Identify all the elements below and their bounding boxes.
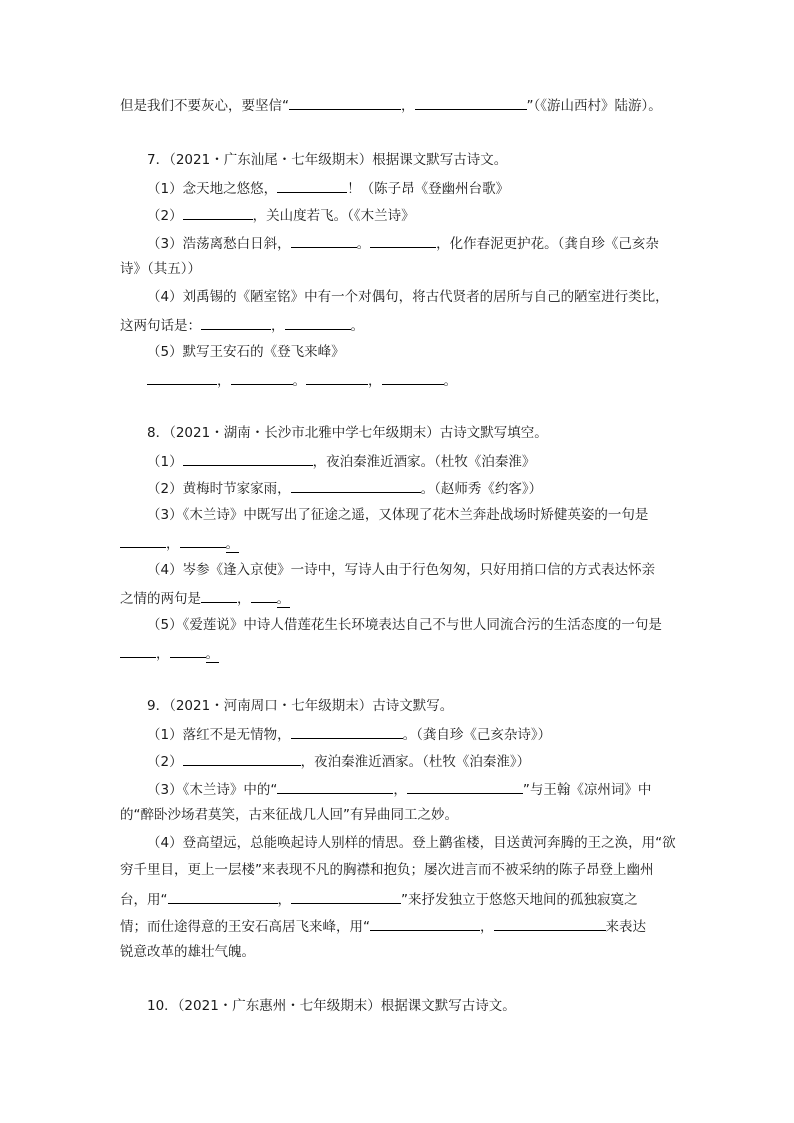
q7-5-text-b: ， [217, 373, 231, 389]
q7-5-text-d: ， [368, 373, 382, 389]
q7-3-text-a: （3）浩荡离愁白日斜， [147, 236, 291, 252]
q9-item-3-cont [120, 806, 458, 824]
answer-blank[interactable] [289, 95, 401, 110]
q7-heading-text: 7．（2021・广东汕尾・七年级期末）根据课文默写古诗文。 [147, 152, 508, 168]
answer-blank[interactable] [494, 916, 606, 931]
answer-blank[interactable] [251, 588, 277, 603]
q9-item-4 [147, 834, 676, 852]
q9-1-text-a: （1）落红不是无情物， [147, 727, 291, 743]
answer-blank[interactable] [183, 451, 313, 466]
q7-item-5 [147, 343, 345, 361]
answer-blank[interactable] [170, 643, 206, 658]
q8-heading [147, 424, 548, 442]
q8-item-4 [147, 561, 655, 579]
q7-heading [147, 151, 507, 169]
q9-4-text-h: 来表达 [605, 919, 646, 935]
q7-4-text-c: ， [271, 318, 285, 334]
q8-2-text-b: 。（赵师秀《约客》） [420, 481, 543, 497]
q9-3-text-d: 的“醉卧沙场君莫笑，古来征战几人回”有异曲同工之妙。 [120, 807, 458, 823]
q9-2-text-a: （2） [147, 754, 183, 770]
q9-item-1 [147, 724, 551, 744]
q7-3-text-d: 诗》（其五）） [120, 261, 201, 277]
answer-blank[interactable] [201, 315, 271, 330]
q7-4-text-d: 。 [350, 318, 364, 334]
q9-4-text-d: ， [277, 892, 291, 908]
answer-blank[interactable] [168, 889, 278, 904]
q8-1-text-b: ，夜泊秦淮近酒家。（杜牧《泊秦淮》 [312, 454, 536, 470]
answer-blank[interactable] [120, 533, 166, 548]
q8-4-text-c: ， [237, 591, 251, 607]
answer-blank[interactable] [291, 889, 401, 904]
q9-item-3 [147, 779, 651, 799]
q7-5-text-c: 。 [292, 373, 306, 389]
q9-item-2 [147, 751, 530, 771]
q7-3-text-b: 。 [356, 236, 371, 252]
q9-4-text-f: 情；而仕途得意的王安石高居飞来峰，用“ [120, 919, 370, 935]
q7-4-text-b: 这两句话是： [120, 318, 201, 334]
answer-blank[interactable] [370, 916, 480, 931]
q9-4-text-b: 穷千里目，更上一层楼”来表现不凡的胸襟和抱负；屡次进言而不被采纳的陈子昂登上幽州 [120, 862, 654, 878]
answer-blank[interactable] [201, 588, 237, 603]
answer-blank[interactable] [277, 779, 393, 794]
answer-blank[interactable] [291, 233, 357, 248]
answer-blank[interactable] [291, 478, 421, 493]
q8-3-text-b: ， [166, 536, 180, 552]
q7-1-text-b: ！（陈子昂《登幽州台歌》 [347, 181, 510, 197]
answer-blank[interactable] [231, 370, 293, 385]
intro-line [120, 95, 662, 115]
q7-3-text-c: ，化作春泥更护花。（龚自珍《己亥杂 [436, 236, 659, 252]
q7-item-4-cont [120, 315, 364, 335]
q8-item-2 [147, 478, 542, 498]
q8-heading-text: 8．（2021・湖南・长沙市北雅中学七年级期末）古诗文默写填空。 [147, 425, 548, 441]
intro-text-2: ， [401, 98, 415, 114]
q9-1-text-b: 。（龚自珍《己亥杂诗》） [402, 727, 552, 743]
answer-blank[interactable] [183, 751, 301, 766]
answer-blank[interactable] [291, 724, 403, 739]
q7-item-3 [147, 233, 659, 253]
q9-item-4-cont-1 [120, 861, 654, 879]
q7-5-text-a: （5）默写王安石的《登飞来峰》 [147, 344, 345, 360]
q9-4-text-c: 台，用“ [120, 892, 168, 908]
q8-2-text-a: （2）黄梅时节家家雨， [147, 481, 291, 497]
q8-3-text-c: 。 [225, 536, 239, 552]
q8-item-5-cont [120, 643, 219, 663]
q7-item-5-answers [147, 370, 457, 390]
q8-item-4-cont [120, 588, 290, 608]
q8-item-3 [147, 506, 648, 524]
q7-5-text-e: 。 [443, 373, 457, 389]
q8-3-text-a: （3）《木兰诗》中既写出了征途之遥，又体现了花木兰奔赴战场时矫健英姿的一句是 [147, 507, 649, 523]
q9-item-4-cont-4 [120, 943, 255, 961]
answer-blank[interactable] [180, 533, 226, 548]
q9-2-text-b: ，夜泊秦淮近酒家。（杜牧《泊秦淮》） [300, 754, 531, 770]
answer-blank[interactable] [415, 95, 527, 110]
q7-2-text-a: （2） [147, 208, 183, 224]
q7-item-1 [147, 178, 509, 198]
q9-4-text-i: 锐意改革的雄壮气魄。 [120, 944, 255, 960]
answer-blank[interactable] [183, 205, 253, 220]
q7-4-text-a: （4）刘禹锡的《陋室铭》中有一个对偶句，将古代贤者的居所与自己的陋室进行类比， [147, 289, 669, 305]
q7-item-3-cont [120, 260, 201, 278]
answer-blank[interactable] [147, 370, 217, 385]
q7-1-text-a: （1）念天地之悠悠， [147, 181, 278, 197]
q9-4-text-e: ”来抒发独立于悠悠天地间的孤独寂寞之 [401, 892, 638, 908]
q8-5-text-b: ， [156, 646, 170, 662]
q9-3-text-a: （3）《木兰诗》中的“ [147, 782, 278, 798]
q8-4-text-d: 。 [276, 591, 290, 607]
q10-heading [147, 997, 516, 1015]
intro-text-1: 但是我们不要灰心，要坚信“ [120, 98, 289, 114]
q8-1-text-a: （1） [147, 454, 183, 470]
q9-3-text-c: ”与王翰《凉州词》中 [522, 782, 652, 798]
q8-item-3-cont [120, 533, 239, 553]
q9-heading-text: 9．（2021・河南周口・七年级期末）古诗文默写。 [147, 698, 454, 714]
q9-4-text-a: （4）登高望远，总能唤起诗人别样的情思。登上鹳雀楼，目送黄河奔腾的王之涣，用“欲 [147, 835, 676, 851]
q8-4-text-a: （4）岑参《逢入京使》一诗中，写诗人由于行色匆匆，只好用捎口信的方式表达怀亲 [147, 562, 656, 578]
q8-5-text-c: 。 [205, 646, 219, 662]
q10-heading-text: 10．（2021・广东惠州・七年级期末）根据课文默写古诗文。 [147, 998, 516, 1014]
answer-blank[interactable] [120, 643, 156, 658]
answer-blank[interactable] [382, 370, 444, 385]
answer-blank[interactable] [277, 178, 347, 193]
q8-4-text-b: 之情的两句是 [120, 591, 201, 607]
answer-blank[interactable] [285, 315, 351, 330]
answer-blank[interactable] [370, 233, 436, 248]
q7-item-2 [147, 205, 415, 225]
answer-blank[interactable] [407, 779, 523, 794]
q9-3-text-b: ， [393, 782, 407, 798]
q8-item-1 [147, 451, 535, 471]
q8-item-5 [147, 616, 662, 634]
q9-heading [147, 697, 453, 715]
q9-item-4-cont-3 [120, 916, 646, 936]
q7-2-text-b: ，关山度若飞。（《木兰诗》 [252, 208, 415, 224]
q8-5-text-a: （5）《爱莲说》中诗人借莲花生长环境表达自己不与世人同流合污的生活态度的一句是 [147, 617, 662, 633]
q9-item-4-cont-2 [120, 889, 638, 909]
intro-text-3: ”（《游山西村》陆游）。 [526, 98, 662, 114]
q9-4-text-g: ， [480, 919, 494, 935]
q7-item-4 [147, 288, 669, 306]
answer-blank[interactable] [306, 370, 368, 385]
